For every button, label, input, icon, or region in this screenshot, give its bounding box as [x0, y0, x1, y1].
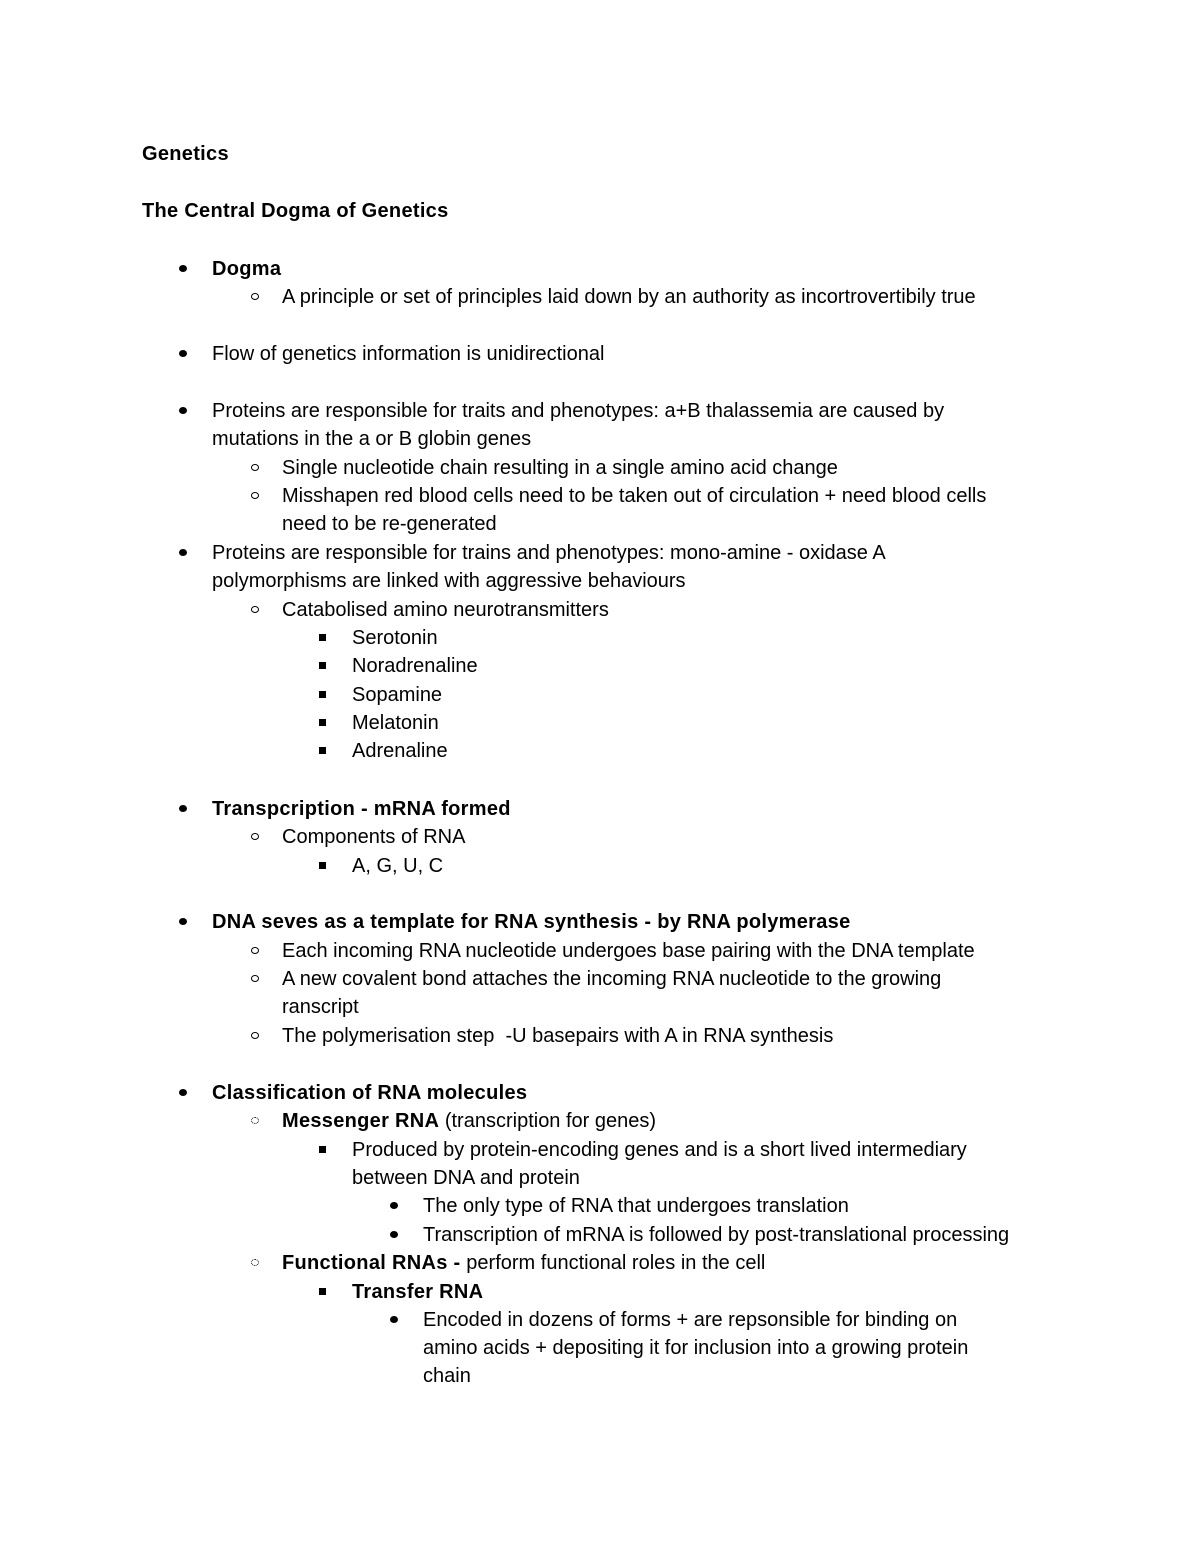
square-bullet-icon [316, 737, 330, 765]
circle-bullet-icon [249, 823, 263, 851]
mrna-sub1: The only type of RNA that undergoes translation [423, 1195, 849, 1217]
mrna-item [282, 1107, 656, 1135]
transcription-sub: Components of RNA [282, 826, 466, 848]
dogma-label: Dogma [212, 258, 282, 280]
classification-label: Classification of RNA molecules [212, 1082, 528, 1104]
dotted-circle-bullet-icon [249, 1107, 263, 1135]
circle-bullet-icon [249, 283, 263, 311]
disc-bullet-icon [387, 1192, 401, 1220]
mao-line2: polymorphisms are linked with aggressive behaviours [212, 570, 686, 592]
neurotransmitter-item: Adrenaline [352, 740, 448, 762]
square-bullet-icon [316, 709, 330, 737]
mrna-sub2: Transcription of mRNA is followed by post-translational processing [423, 1224, 1010, 1246]
disc-bullet-icon [387, 1306, 401, 1334]
circle-bullet-icon [249, 596, 263, 624]
neurotransmitter-item: Sopamine [352, 684, 443, 706]
thalassemia-sub1: Single nucleotide chain resulting in a single amino acid change [282, 457, 838, 479]
functional-rna-item [282, 1249, 765, 1277]
trna-line1: Encoded in dozens of forms + are repsonsible for binding on [423, 1309, 958, 1331]
disc-bullet-icon [176, 1079, 190, 1107]
transcription-label: Transpcription - mRNA formed [212, 798, 511, 820]
thalassemia-line2: mutations in the a or B globin genes [212, 428, 532, 450]
dna-template-sub3: The polymerisation step -U basepairs with A in RNA synthesis [282, 1025, 834, 1047]
dna-template-label: DNA seves as a template for RNA synthesis - by RNA polymerase [212, 911, 851, 933]
dna-template-sub2-line1: A new covalent bond attaches the incoming RNA nucleotide to the growing [282, 968, 942, 990]
thalassemia-sub2-line2: need to be re-generated [282, 513, 497, 535]
mao-sub: Catabolised amino neurotransmitters [282, 599, 609, 621]
neurotransmitter-item: Melatonin [352, 712, 439, 734]
mrna-description: (transcription for genes) [439, 1110, 657, 1132]
mrna-detail-line1: Produced by protein-encoding genes and is a short lived intermediary [352, 1139, 967, 1161]
document-title: Genetics [142, 143, 229, 165]
circle-bullet-icon [249, 965, 263, 993]
square-bullet-icon [316, 624, 330, 652]
disc-bullet-icon [176, 908, 190, 936]
disc-bullet-icon [176, 255, 190, 283]
disc-bullet-icon [176, 795, 190, 823]
dogma-definition: A principle or set of principles laid down by an authority as incortrovertibily true [282, 286, 976, 308]
circle-bullet-icon [249, 482, 263, 510]
mrna-label: Messenger RNA [282, 1110, 440, 1132]
circle-bullet-icon [249, 937, 263, 965]
circle-bullet-icon [249, 1022, 263, 1050]
disc-bullet-icon [176, 539, 190, 567]
functional-rna-description: perform functional roles in the cell [466, 1252, 766, 1274]
circle-bullet-icon [249, 454, 263, 482]
functional-rna-label: Functional RNAs - [282, 1252, 467, 1274]
dna-template-sub1: Each incoming RNA nucleotide undergoes base pairing with the DNA template [282, 940, 975, 962]
mrna-detail-line2: between DNA and protein [352, 1167, 580, 1189]
square-bullet-icon [316, 1278, 330, 1306]
square-bullet-icon [316, 652, 330, 680]
square-bullet-icon [316, 852, 330, 880]
trna-line2: amino acids + depositing it for inclusion into a growing protein [423, 1337, 969, 1359]
thalassemia-sub2-line1: Misshapen red blood cells need to be taken out of circulation + need blood cells [282, 485, 987, 507]
mao-line1: Proteins are responsible for trains and phenotypes: mono-amine - oxidase A [212, 542, 886, 564]
neurotransmitter-item: Noradrenaline [352, 655, 478, 677]
disc-bullet-icon [176, 397, 190, 425]
section-heading: The Central Dogma of Genetics [142, 200, 449, 222]
trna-label: Transfer RNA [352, 1281, 484, 1303]
thalassemia-line1: Proteins are responsible for traits and phenotypes: a+B thalassemia are caused by [212, 400, 945, 422]
dna-template-sub2-line2: ranscript [282, 996, 359, 1018]
disc-bullet-icon [176, 340, 190, 368]
rna-components: A, G, U, C [352, 855, 444, 877]
trna-line3: chain [423, 1365, 471, 1387]
disc-bullet-icon [387, 1221, 401, 1249]
dotted-circle-bullet-icon [249, 1249, 263, 1277]
square-bullet-icon [316, 681, 330, 709]
flow-item: Flow of genetics information is unidirectional [212, 343, 605, 365]
square-bullet-icon [316, 1136, 330, 1164]
neurotransmitter-item: Serotonin [352, 627, 438, 649]
